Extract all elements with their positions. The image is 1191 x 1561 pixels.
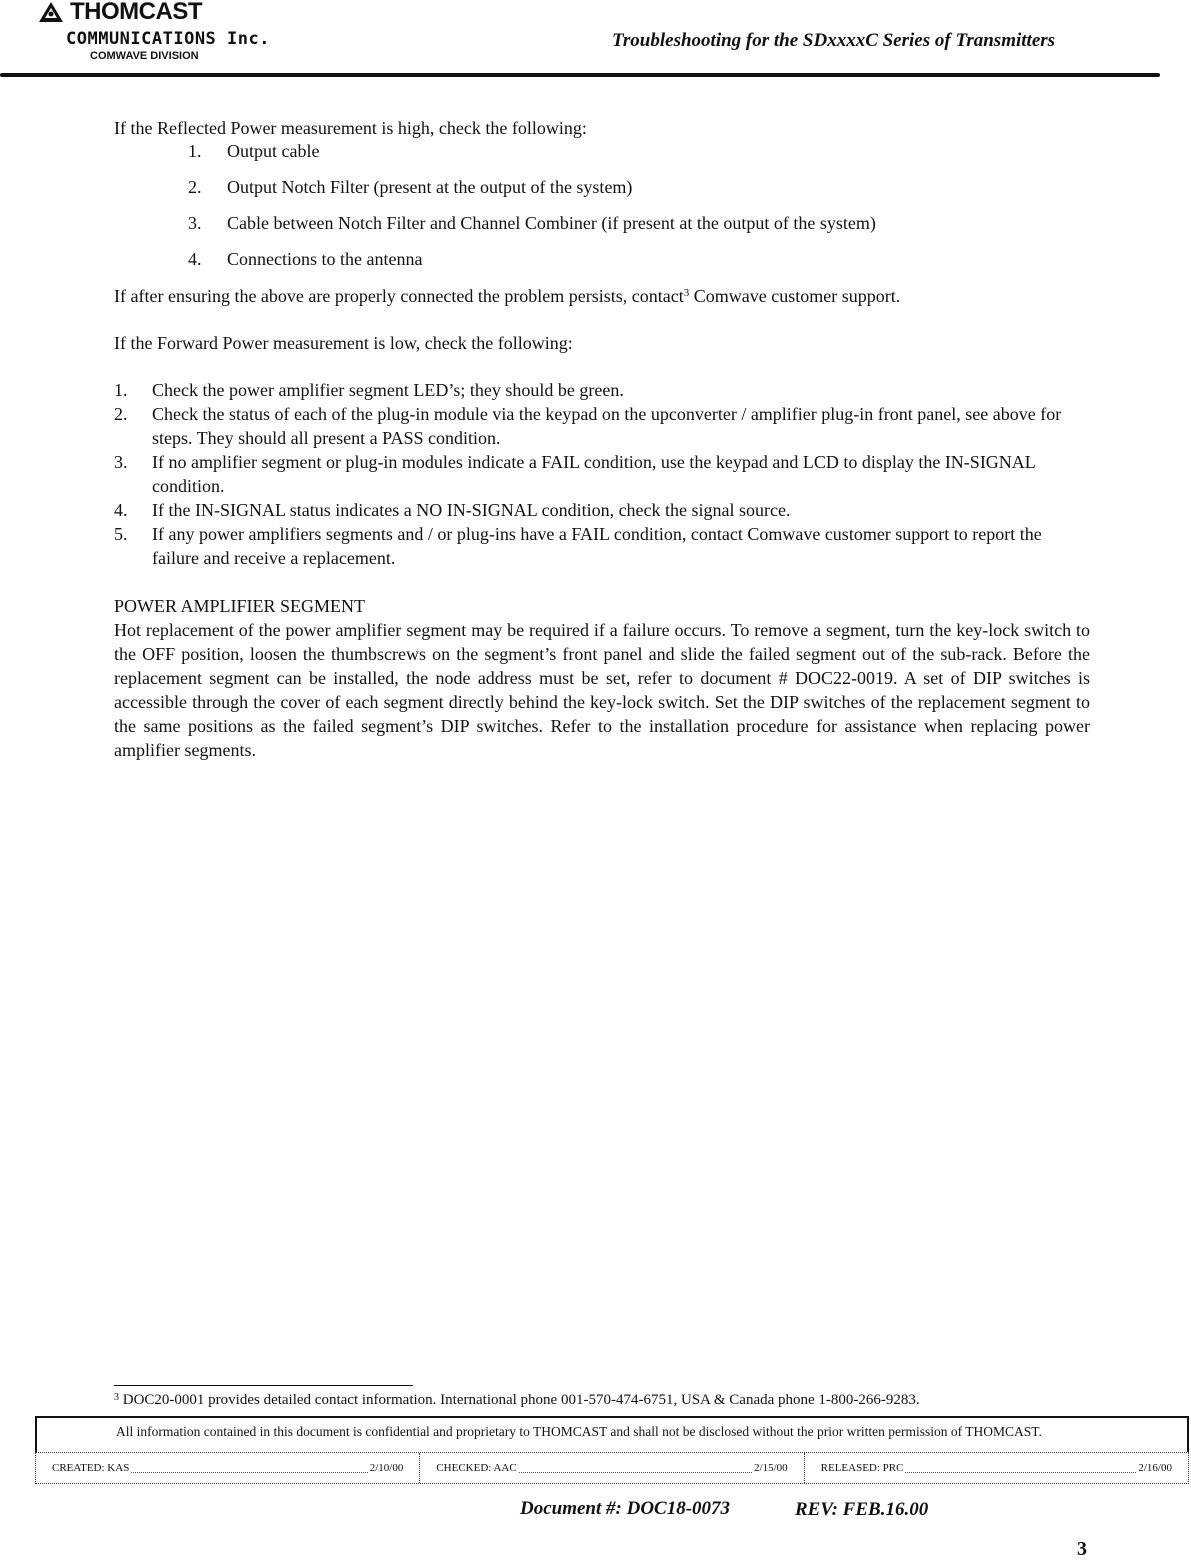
footnote-text: DOC20-0001 provides detailed contact information. International phone 001-570-474-6751, USA & Canada phone 1-800-266-9283. [119,1392,920,1408]
checked-date: 2/15/00 [754,1462,788,1474]
signoff-table [35,1452,1189,1484]
section-heading: POWER AMPLIFIER SEGMENT [114,596,366,616]
forward-item-number: 4. [114,500,128,520]
released-cell [805,1453,1188,1483]
forward-item-number: 1. [114,380,128,400]
released-label: RELEASED: PRC [820,1462,904,1474]
page-number: 3 [1077,1538,1087,1560]
footnote-reference: 3 [683,287,690,299]
created-date: 2/10/00 [369,1462,404,1474]
reflected-followup [114,284,900,308]
division-name: COMWAVE DIVISION [90,50,199,62]
document-title: Troubleshooting for the SDxxxxC Series of Transmitters [612,30,1056,51]
forward-item-text: If any power amplifiers segments and / or plug-ins have a FAIL condition, contact Comwave customer support to report the failure and receive a replacement. [152,524,1042,568]
reflected-intro: If the Reflected Power measurement is high, check the following: [114,118,587,138]
footnote-divider [114,1385,413,1386]
header-divider [0,73,1160,77]
dot-leader [131,1464,367,1473]
released-date: 2/16/00 [1138,1462,1172,1474]
confidentiality-notice: All information contained in this document is confidential and proprietary to THOMCAST and shall not be disclosed without the prior written permission of THOMCAST. [116,1424,1042,1439]
reflected-followup-tail: Comwave customer support. [689,286,901,306]
created-label: CREATED: KAS [52,1462,130,1474]
brand-name: THOMCAST [70,0,202,25]
reflected-followup-text: If after ensuring the above are properly connected the problem persists, contact [114,286,684,306]
checked-cell [420,1453,804,1483]
footnote [114,1390,920,1410]
reflected-item-number: 3. [188,213,202,233]
document-number: Document #: DOC18-0073 [520,1498,731,1519]
created-cell [36,1453,420,1483]
forward-intro: If the Forward Power measurement is low, check the following: [114,333,573,353]
company-logo [38,0,338,70]
reflected-item-text: Connections to the antenna [227,249,423,269]
reflected-item-number: 1. [188,141,202,161]
reflected-item-number: 2. [188,177,202,197]
revision: REV: FEB.16.00 [795,1499,929,1520]
company-name: COMMUNICATIONS Inc. [66,29,270,49]
reflected-item-text: Output cable [227,141,320,161]
dot-leader [519,1464,752,1473]
confidentiality-box [35,1416,1189,1452]
forward-item-text: Check the status of each of the plug-in module via the keypad on the upconverter / amplifier plug-in front panel, see above for steps. They should all present a PASS condition. [152,404,1062,448]
reflected-item-text: Cable between Notch Filter and Channel Combiner (if present at the output of the system) [227,213,876,233]
forward-item-number: 2. [114,404,128,424]
reflected-item-number: 4. [188,249,202,269]
footnote-mark: 3 [114,1392,119,1403]
forward-item-number: 3. [114,452,128,472]
forward-item-number: 5. [114,524,128,544]
forward-item-text: If the IN-SIGNAL status indicates a NO IN-SIGNAL condition, check the signal source. [152,500,791,520]
checked-label: CHECKED: AAC [436,1462,517,1474]
forward-item-text: Check the power amplifier segment LED’s; they should be green. [152,380,624,400]
dot-leader [905,1464,1136,1473]
forward-item-text: If no amplifier segment or plug-in modules indicate a FAIL condition, use the keypad and LCD to display the IN-SIGNAL condition. [152,452,1036,496]
thomcast-logo-icon [38,1,64,23]
section-body: Hot replacement of the power amplifier segment may be required if a failure occurs. To remove a segment, turn the key-lock switch to the OFF position, loosen the thumbscrews on the segment’s front panel and slide the failed segment out of the sub-rack. Before the replacement segment can be installed, the node address must be set, refer to document # DOC22-0019. A set of DIP switches is accessible through the cover of each segment directly behind the key-lock switch. Set the DIP switches of the replacement segment to the same positions as the failed segment’s DIP switches. Refer to the installation procedure for assistance when replacing power amplifier segments. [114,620,1090,760]
reflected-item-text: Output Notch Filter (present at the output of the system) [227,177,633,197]
